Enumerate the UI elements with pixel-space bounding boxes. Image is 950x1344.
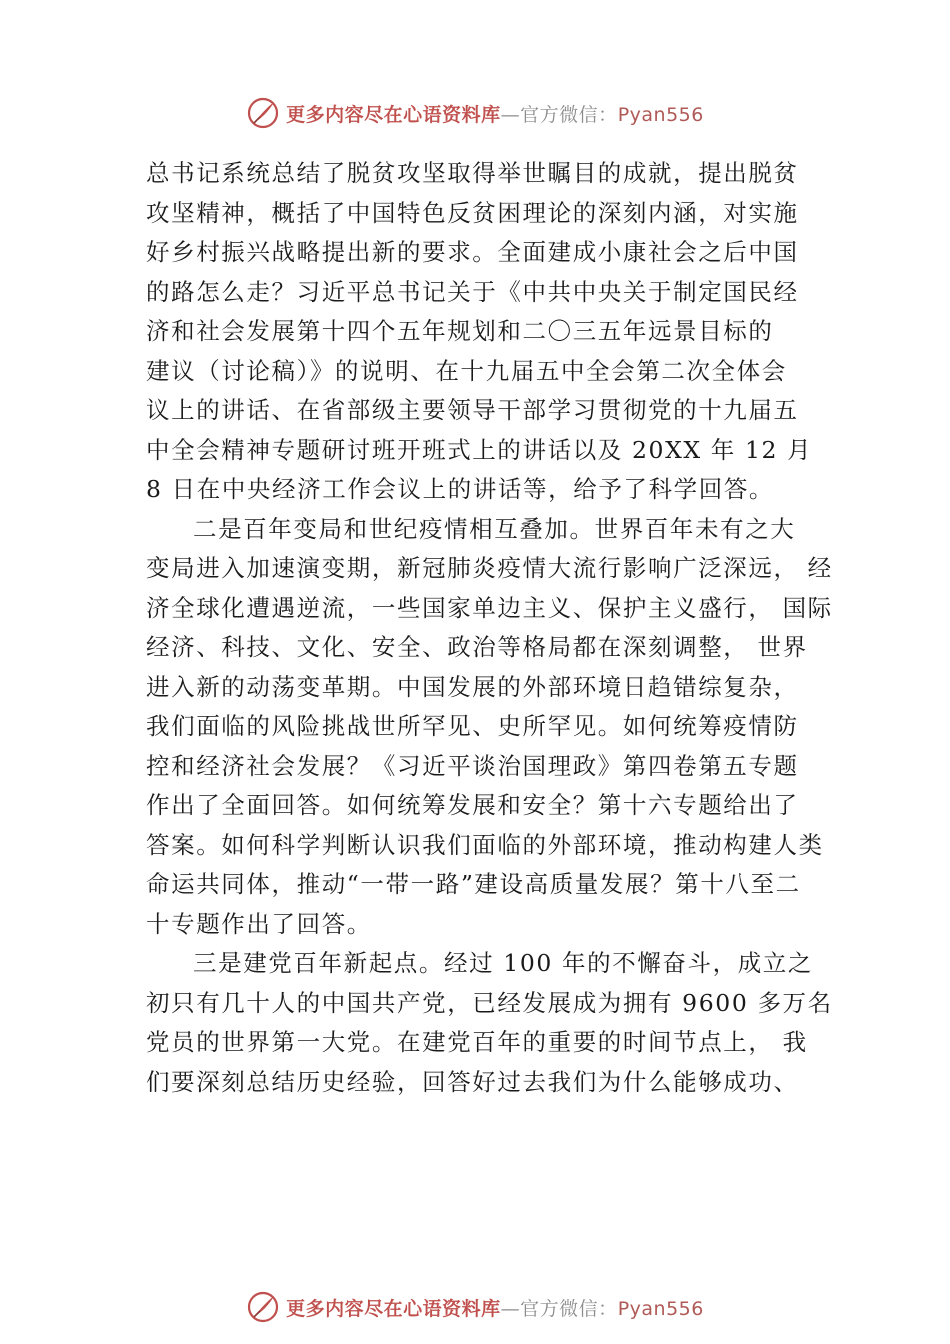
text-line: 建议（讨论稿）》的说明、在十九届五中全会第二次全体会 [146, 356, 787, 385]
text-line: 8 日在中央经济工作会议上的讲话等，给予了科学回答。 [146, 475, 775, 503]
paragraph [146, 944, 833, 1102]
banner-wechat-id: Pyan556 [617, 1297, 704, 1320]
banner-wechat-label: 官方微信： [520, 1297, 618, 1320]
text-line: 初只有几十人的中国共产党，已经发展成为拥有 9600 多万名 [146, 988, 833, 1017]
text-line: 济和社会发展第十四个五年规划和二〇三五年远景目标的 [146, 317, 774, 345]
text-line: 的路怎么走？习近平总书记关于《中共中央关于制定国民经 [146, 277, 799, 306]
quill-logo-icon [246, 1290, 280, 1324]
text-line: 总书记系统总结了脱贫攻坚取得举世瞩目的成就，提出脱贫 [146, 159, 799, 187]
text-line: 十专题作出了回答。 [146, 909, 372, 938]
text-line: 进入新的动荡变革期。中国发展的外部环境日趋错综复杂， [146, 672, 799, 701]
text-line: 我们面临的风险挑战世所罕见、史所罕见。如何统筹疫情防 [146, 712, 799, 740]
paragraph [146, 510, 833, 945]
text-line: 经济、科技、文化、安全、政治等格局都在深刻调整， 世界 [146, 633, 808, 661]
banner-text [286, 1294, 704, 1321]
banner-dash: — [500, 1297, 521, 1320]
banner-text [286, 100, 704, 127]
text-line: 中全会精神专题研讨班开班式上的讲话以及 20XX 年 12 月 [146, 435, 813, 464]
banner-dash: — [500, 103, 521, 126]
document-body [146, 154, 833, 1102]
text-line: 议上的讲话、在省部级主要领导干部学习贯彻党的十九届五 [146, 396, 799, 424]
text-line: 二是百年变局和世纪疫情相互叠加。世界百年未有之大 [193, 514, 796, 543]
paragraph [146, 154, 826, 510]
text-line: 控和经济社会发展？《习近平谈治国理政》第四卷第五专题 [146, 751, 799, 780]
header-banner [0, 96, 950, 136]
banner-wechat-label: 官方微信： [520, 103, 618, 126]
text-line: 变局进入加速演变期，新冠肺炎疫情大流行影响广泛深远， 经 [146, 554, 833, 582]
text-line: 党员的世界第一大党。在建党百年的重要的时间节点上， 我 [146, 1028, 808, 1056]
text-line: 们要深刻总结历史经验，回答好过去我们为什么能够成功、 [146, 1067, 799, 1096]
banner-wechat-id: Pyan556 [617, 103, 704, 126]
text-line: 答案。如何科学判断认识我们面临的外部环境，推动构建人类 [146, 830, 824, 859]
text-line: 济全球化遭遇逆流，一些国家单边主义、保护主义盛行， 国际 [146, 593, 833, 622]
quill-logo-icon [246, 96, 280, 130]
text-line: 命运共同体，推动“一带一路”建设高质量发展？第十八至二 [146, 870, 801, 898]
text-line: 作出了全面回答。如何统筹发展和安全？第十六专题给出了 [146, 791, 799, 819]
footer-banner [0, 1290, 950, 1330]
text-line: 三是建党百年新起点。经过 100 年的不懈奋斗，成立之 [193, 949, 813, 977]
text-line: 好乡村振兴战略提出新的要求。全面建成小康社会之后中国 [146, 238, 799, 266]
text-line: 攻坚精神，概括了中国特色反贫困理论的深刻内涵，对实施 [146, 198, 799, 227]
banner-main-text: 更多内容尽在心语资料库 [286, 103, 501, 126]
banner-main-text: 更多内容尽在心语资料库 [286, 1297, 501, 1320]
